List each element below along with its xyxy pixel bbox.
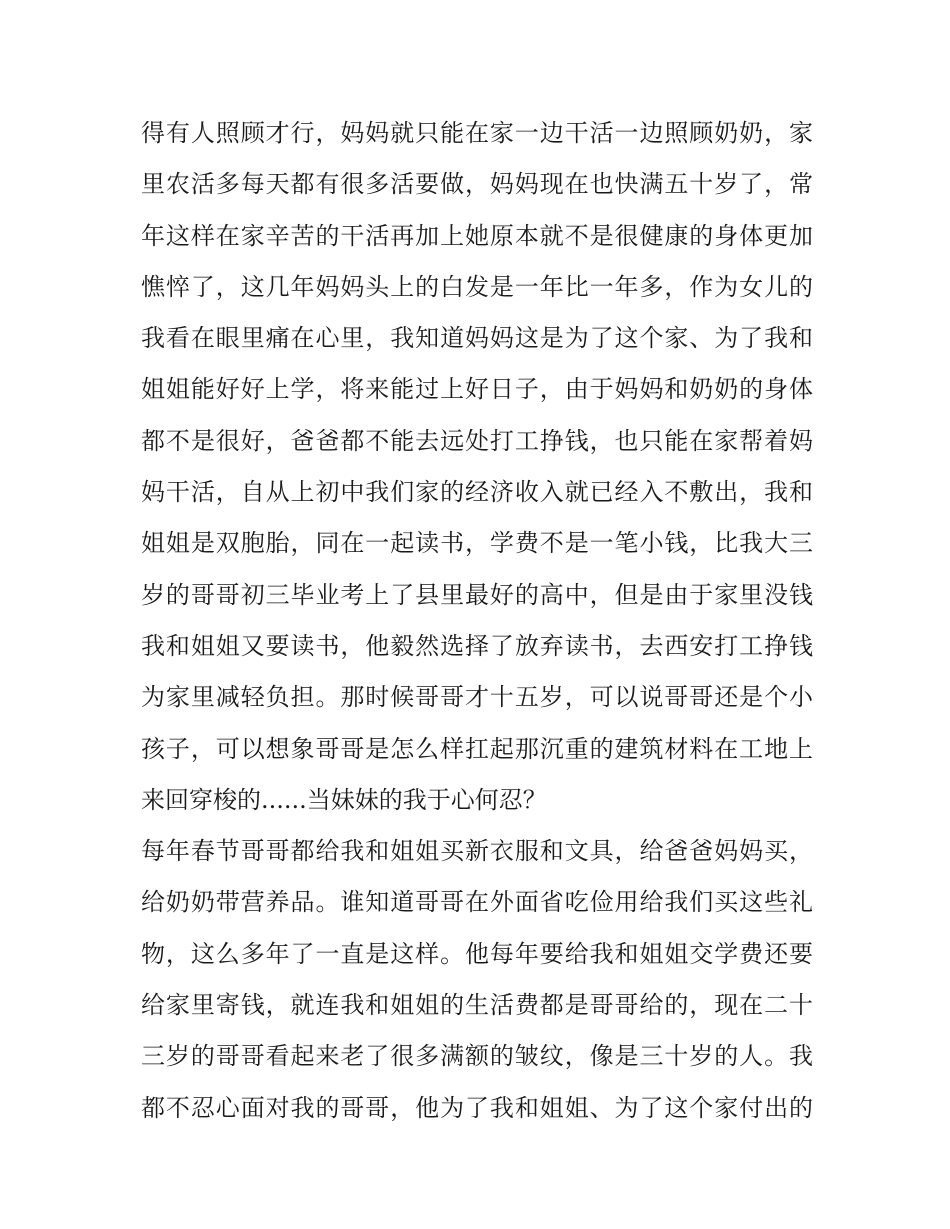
text-line: 姐姐能好好上学，将来能过上好日子，由于妈妈和奶奶的身体 [141,375,813,404]
text-line: 我和姐姐又要读书，他毅然选择了放弃读书，去西安打工挣钱 [141,631,813,660]
text-line: 憔悴了，这几年妈妈头上的白发是一年比一年多，作为女儿的 [141,272,813,301]
text-line: 三岁的哥哥看起来老了很多满额的皱纹，像是三十岁的人。我 [141,1042,813,1071]
text-line: 给奶奶带营养品。谁知道哥哥在外面省吃俭用给我们买这些礼 [141,888,813,917]
text-line: 来回穿梭的......当妹妹的我于心何忍？ [141,785,547,814]
text-line: 为家里减轻负担。那时候哥哥才十五岁，可以说哥哥还是个小 [141,683,813,712]
text-line: 孩子，可以想象哥哥是怎么样扛起那沉重的建筑材料在工地上 [141,734,813,763]
text-line: 物，这么多年了一直是这样。他每年要给我和姐姐交学费还要 [141,939,813,968]
text-line: 年这样在家辛苦的干活再加上她原本就不是很健康的身体更加 [141,221,813,250]
text-line: 都不忍心面对我的哥哥，他为了我和姐姐、为了这个家付出的 [141,1093,813,1122]
text-line: 都不是很好，爸爸都不能去远处打工挣钱，也只能在家帮着妈 [141,426,813,455]
text-line: 妈干活，自从上初中我们家的经济收入就已经入不敷出，我和 [141,478,813,507]
text-line: 岁的哥哥初三毕业考上了县里最好的高中，但是由于家里没钱 [141,580,813,609]
text-line: 得有人照顾才行，妈妈就只能在家一边干活一边照顾奶奶，家 [141,119,813,147]
text-line: 我看在眼里痛在心里，我知道妈妈这是为了这个家、为了我和 [141,324,813,353]
text-line: 每年春节哥哥都给我和姐姐买新衣服和文具，给爸爸妈妈买， [141,837,813,866]
text-line: 里农活多每天都有很多活要做，妈妈现在也快满五十岁了，常 [141,170,813,199]
text-line: 给家里寄钱，就连我和姐姐的生活费都是哥哥给的，现在二十 [141,991,813,1020]
body-text [141,108,813,1134]
text-line: 姐姐是双胞胎，同在一起读书，学费不是一笔小钱，比我大三 [141,529,813,558]
